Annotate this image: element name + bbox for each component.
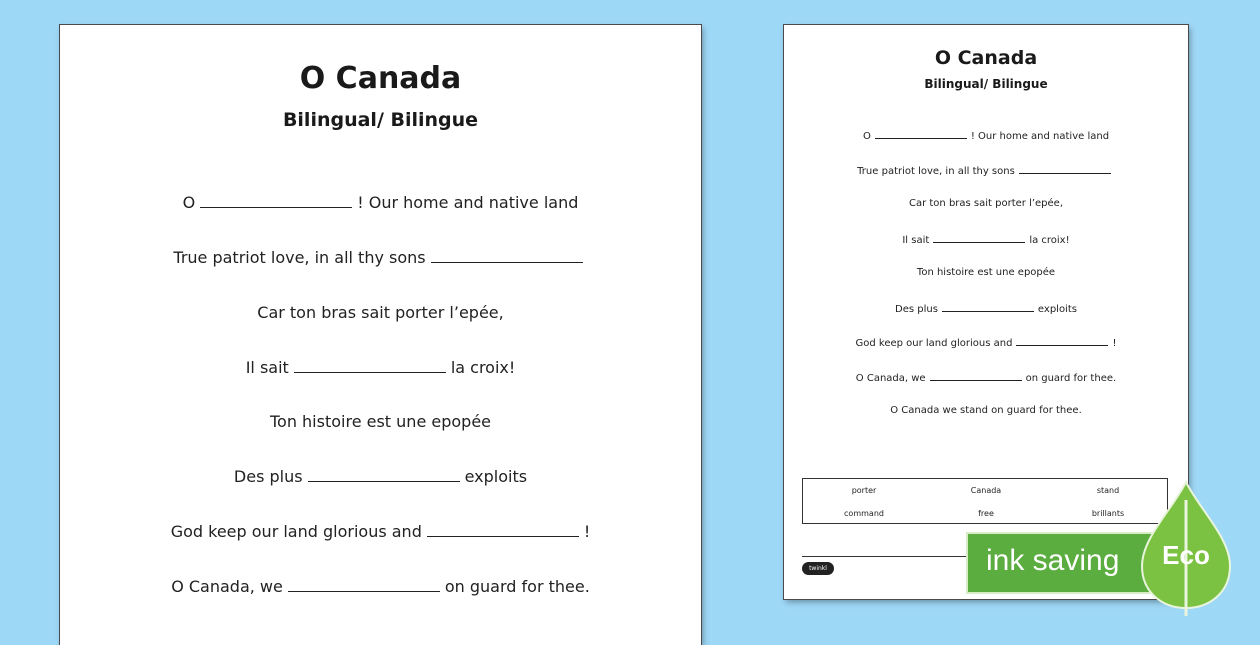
fill-in-blank <box>431 248 583 263</box>
lyric-line: Des plus exploits <box>233 467 528 486</box>
eco-label: Eco <box>1162 540 1210 570</box>
lyric-line: O Canada, we on guard for thee. <box>171 577 590 596</box>
lyric-line: O ! Our home and native land <box>862 131 1110 142</box>
fill-in-blank <box>308 467 460 482</box>
word-bank-item: free <box>978 509 994 518</box>
word-bank-item: stand <box>1096 486 1120 495</box>
worksheet-title: O Canada <box>299 61 462 96</box>
lyric-line: O Canada, we on guard for thee. <box>855 373 1117 384</box>
twinkl-logo: twinkl <box>802 562 834 575</box>
fill-in-blank <box>294 358 446 373</box>
word-bank-item: command <box>844 509 884 518</box>
word-bank-item: brillants <box>1091 509 1125 518</box>
worksheet-subtitle: Bilingual/ Bilingue <box>282 109 479 131</box>
ink-saving-text: ink saving <box>986 544 1120 577</box>
lyric-line: Des plus exploits <box>895 304 1077 315</box>
fill-in-blank <box>288 577 440 592</box>
lyric-line: Ton histoire est une epopée <box>916 267 1056 278</box>
footer-divider <box>802 556 986 557</box>
lyric-line: God keep our land glorious and ! <box>855 338 1117 349</box>
fill-in-blank <box>933 233 1025 243</box>
lyric-line: Car ton bras sait porter l’epée, <box>257 303 504 322</box>
lyric-line: O ! Our home and native land <box>182 193 579 212</box>
lyric-line: Ton histoire est une epopée <box>269 412 492 431</box>
fill-in-blank <box>427 522 579 537</box>
word-bank <box>802 478 1168 524</box>
lyric-line: True patriot love, in all thy sons <box>60 248 701 267</box>
lyric-line: Car ton bras sait porter l’epée, <box>908 198 1064 209</box>
worksheet-preview-large <box>60 25 701 645</box>
worksheet-title: O Canada <box>934 47 1038 69</box>
word-bank-item: Canada <box>970 486 1002 495</box>
fill-in-blank <box>875 129 967 139</box>
lyric-line: Il sait la croix! <box>245 358 516 377</box>
fill-in-blank <box>930 371 1022 381</box>
fill-in-blank <box>1019 164 1111 174</box>
lyric-line: True patriot love, in all thy sons <box>784 164 1188 177</box>
word-bank-item: porter <box>851 486 877 495</box>
worksheet-subtitle: Bilingual/ Bilingue <box>924 77 1048 91</box>
worksheet-preview-small <box>784 25 1188 599</box>
lyric-line: God keep our land glorious and ! <box>170 522 591 541</box>
lyric-line: O Canada we stand on guard for thee. <box>890 405 1082 416</box>
fill-in-blank <box>1016 336 1108 346</box>
fill-in-blank <box>200 193 352 208</box>
fill-in-blank <box>942 302 1034 312</box>
lyric-line: Il sait la croix! <box>902 235 1070 246</box>
